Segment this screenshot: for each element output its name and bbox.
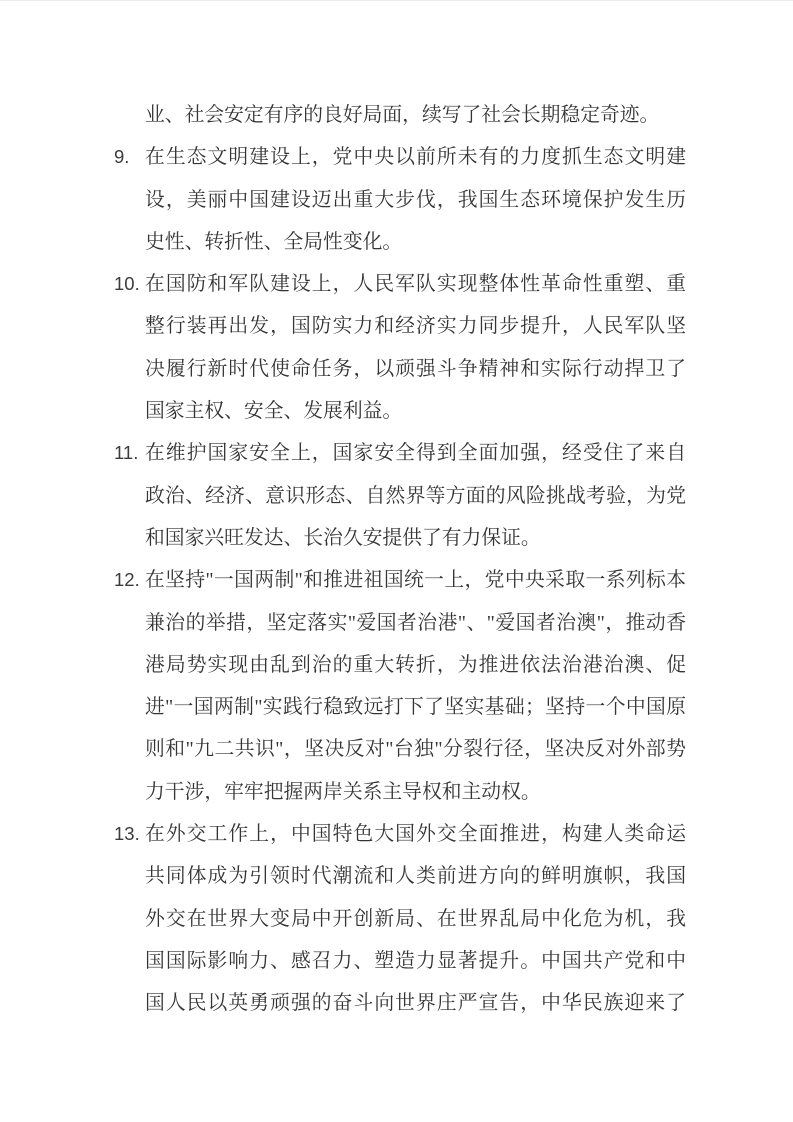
text-line: 在国防和军队建设上，人民军队实现整体性革命性重塑、重 [145, 273, 686, 296]
text-line: 设，美丽中国建设迈出重大步伐，我国生态环境保护发生历 [145, 188, 686, 211]
text-line: 国家主权、安全、发展利益。 [145, 400, 403, 423]
item-number: 11. [114, 442, 139, 464]
text-line: 则和"九二共识"，坚决反对"台独"分裂行径，坚决反对外部势 [145, 738, 686, 761]
text-line: 整行装再出发，国防实力和经济实力同步提升，人民军队坚 [145, 315, 686, 338]
text-line: 在维护国家安全上，国家安全得到全面加强，经受住了来自 [145, 442, 686, 465]
item-number: 12. [114, 569, 140, 591]
text-line: 国人民以英勇顽强的奋斗向世界庄严宣告，中华民族迎来了 [145, 992, 686, 1015]
item-number: 13. [114, 823, 140, 845]
text-line: 港局势实现由乱到治的重大转折，为推进依法治港治澳、促 [145, 653, 686, 676]
text-line: 史性、转折性、全局性变化。 [145, 230, 403, 253]
text-line: 在坚持"一国两制"和推进祖国统一上，党中央采取一系列标本 [145, 569, 686, 592]
text-line: 进"一国两制"实践行稳致远打下了坚实基础；坚持一个中国原 [145, 696, 686, 719]
text-line: 外交在世界大变局中开创新局、在世界乱局中化危为机，我 [145, 907, 686, 930]
list-item-9 [114, 136, 686, 263]
text-line: 国国际影响力、感召力、塑造力显著提升。中国共产党和中 [145, 949, 686, 972]
item-number: 10. [114, 273, 140, 295]
item-number: 9. [114, 146, 130, 168]
list-item-11 [114, 432, 686, 559]
text-line: 力干涉，牢牢把握两岸关系主导权和主动权。 [145, 780, 541, 803]
text-line: 在外交工作上，中国特色大国外交全面推进，构建人类命运 [145, 823, 686, 846]
text-line: 共同体成为引领时代潮流和人类前进方向的鲜明旗帜，我国 [145, 865, 686, 888]
text-column [114, 94, 686, 1025]
text-line: 和国家兴旺发达、长治久安提供了有力保证。 [145, 526, 541, 549]
text-line: 决履行新时代使命任务，以顽强斗争精神和实际行动捍卫了 [145, 357, 686, 380]
paragraph-continuation [145, 94, 686, 136]
list-item-12 [114, 559, 686, 813]
list-item-10 [114, 263, 686, 432]
text-line: 在生态文明建设上，党中央以前所未有的力度抓生态文明建 [145, 146, 686, 169]
list-item-13 [114, 813, 686, 1024]
text-line: 业、社会安定有序的良好局面，续写了社会长期稳定奇迹。 [145, 104, 660, 126]
text-line: 政治、经济、意识形态、自然界等方面的风险挑战考验，为党 [145, 484, 686, 507]
text-line: 兼治的举措，坚定落实"爱国者治港"、"爱国者治澳"，推动香 [145, 611, 686, 634]
